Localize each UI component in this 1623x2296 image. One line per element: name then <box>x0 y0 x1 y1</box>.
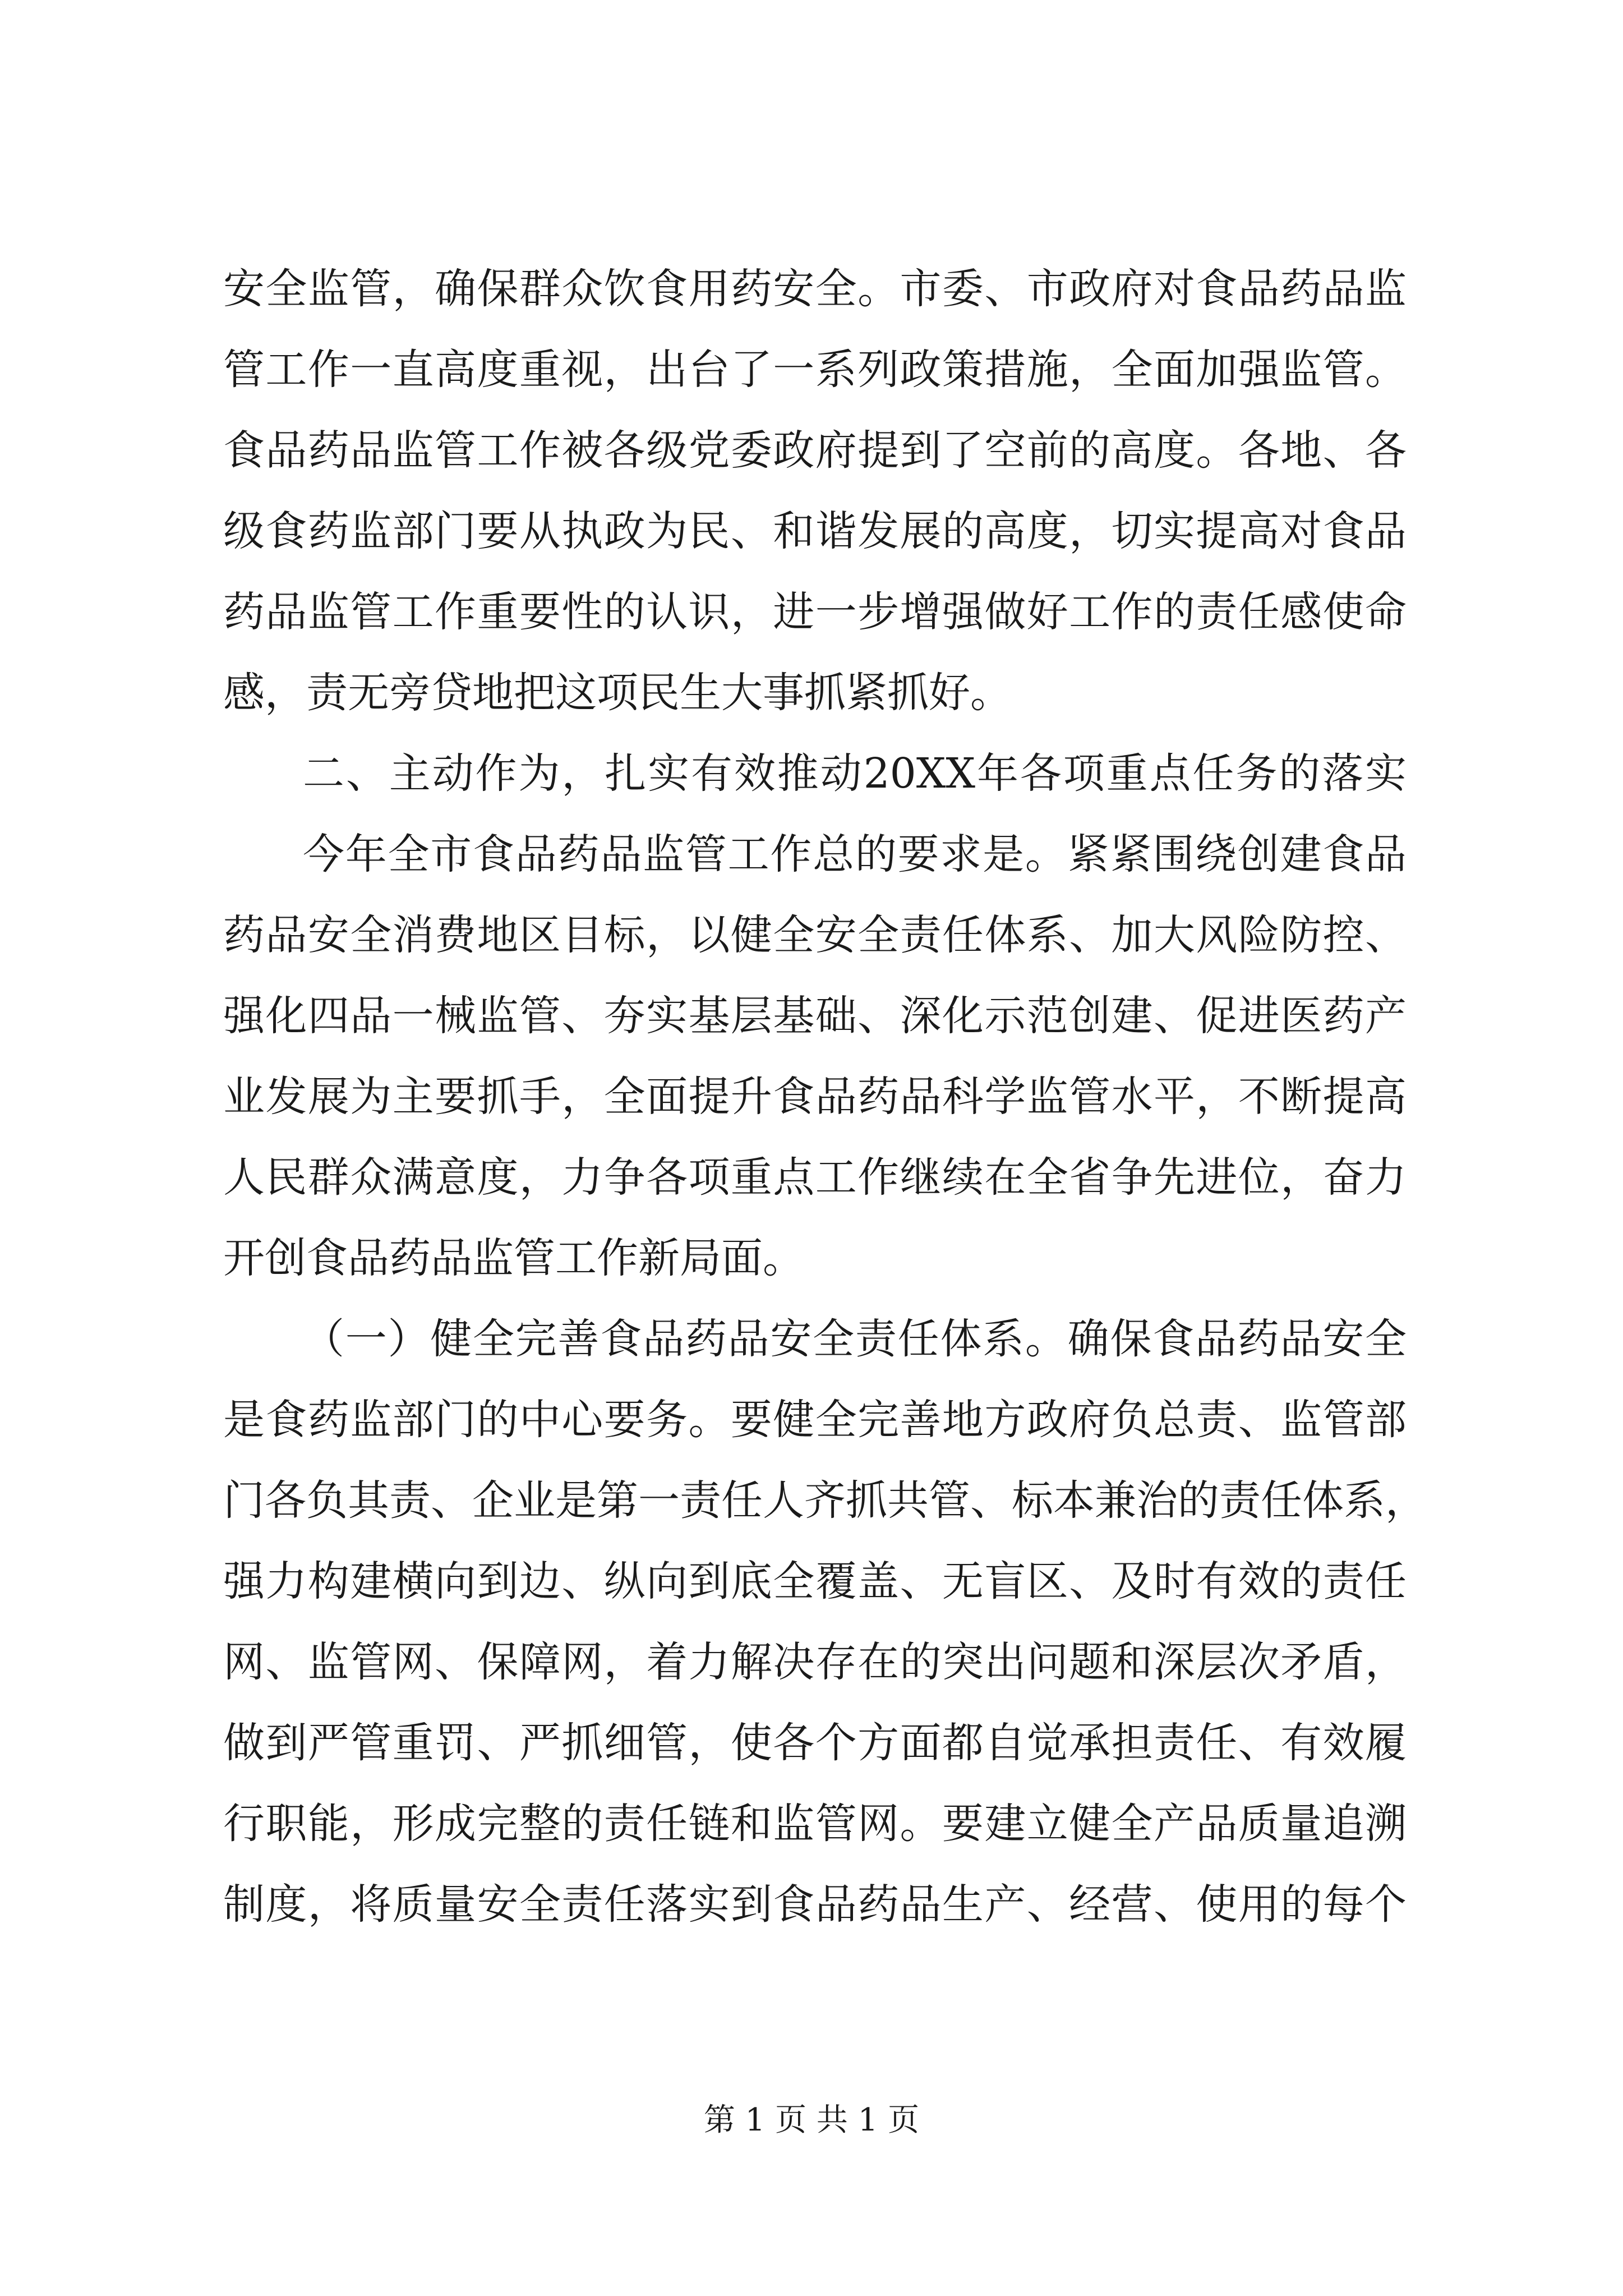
page-number-footer: 第 1 页 共 1 页 <box>703 2102 920 2138</box>
paragraph-line: 是食药监部门的中心要务。要健全完善地方政府负总责、监管部 <box>223 1396 1407 1444</box>
paragraph-line: 今年全市食品药品监管工作总的要求是。紧紧围绕创建食品 <box>303 830 1407 878</box>
paragraph-line: 开创食品药品监管工作新局面。 <box>223 1234 804 1282</box>
paragraph-line: 网、监管网、保障网，着力解决存在的突出问题和深层次矛盾， <box>223 1638 1407 1686</box>
paragraph-line: 强化四品一械监管、夯实基层基础、深化示范创建、促进医药产 <box>223 992 1407 1040</box>
paragraph-line: 强力构建横向到边、纵向到底全覆盖、无盲区、及时有效的责任 <box>223 1557 1407 1605</box>
paragraph-line: 制度，将质量安全责任落实到食品药品生产、经营、使用的每个 <box>223 1880 1407 1929</box>
paragraph-line: 级食药监部门要从执政为民、和谐发展的高度，切实提高对食品 <box>223 507 1407 555</box>
paragraph-line: 做到严管重罚、严抓细管，使各个方面都自觉承担责任、有效履 <box>223 1719 1407 1767</box>
paragraph-line: 行职能，形成完整的责任链和监管网。要建立健全产品质量追溯 <box>223 1800 1407 1848</box>
paragraph-line: 药品安全消费地区目标，以健全安全责任体系、加大风险防控、 <box>223 911 1407 959</box>
paragraph-line: 业发展为主要抓手，全面提升食品药品科学监管水平，不断提高 <box>223 1073 1407 1121</box>
paragraph-line: 食品药品监管工作被各级党委政府提到了空前的高度。各地、各 <box>223 426 1407 475</box>
paragraph-line: 管工作一直高度重视，出台了一系列政策措施，全面加强监管。 <box>223 346 1407 394</box>
paragraph-line: 安全监管，确保群众饮食用药安全。市委、市政府对食品药品监 <box>223 265 1407 313</box>
paragraph-line: 人民群众满意度，力争各项重点工作继续在全省争先进位，奋力 <box>223 1153 1407 1202</box>
paragraph-line: 感，责无旁贷地把这项民生大事抓紧抓好。 <box>223 669 1012 717</box>
paragraph-line: 药品监管工作重要性的认识，进一步增强做好工作的责任感使命 <box>223 588 1407 636</box>
section-heading: 二、主动作为，扎实有效推动20XX年各项重点任务的落实 <box>303 749 1407 798</box>
subsection-first-line: （一）健全完善食品药品安全责任体系。确保食品药品安全 <box>303 1315 1407 1363</box>
paragraph-line: 门各负其责、企业是第一责任人齐抓共管、标本兼治的责任体系， <box>223 1476 1427 1525</box>
